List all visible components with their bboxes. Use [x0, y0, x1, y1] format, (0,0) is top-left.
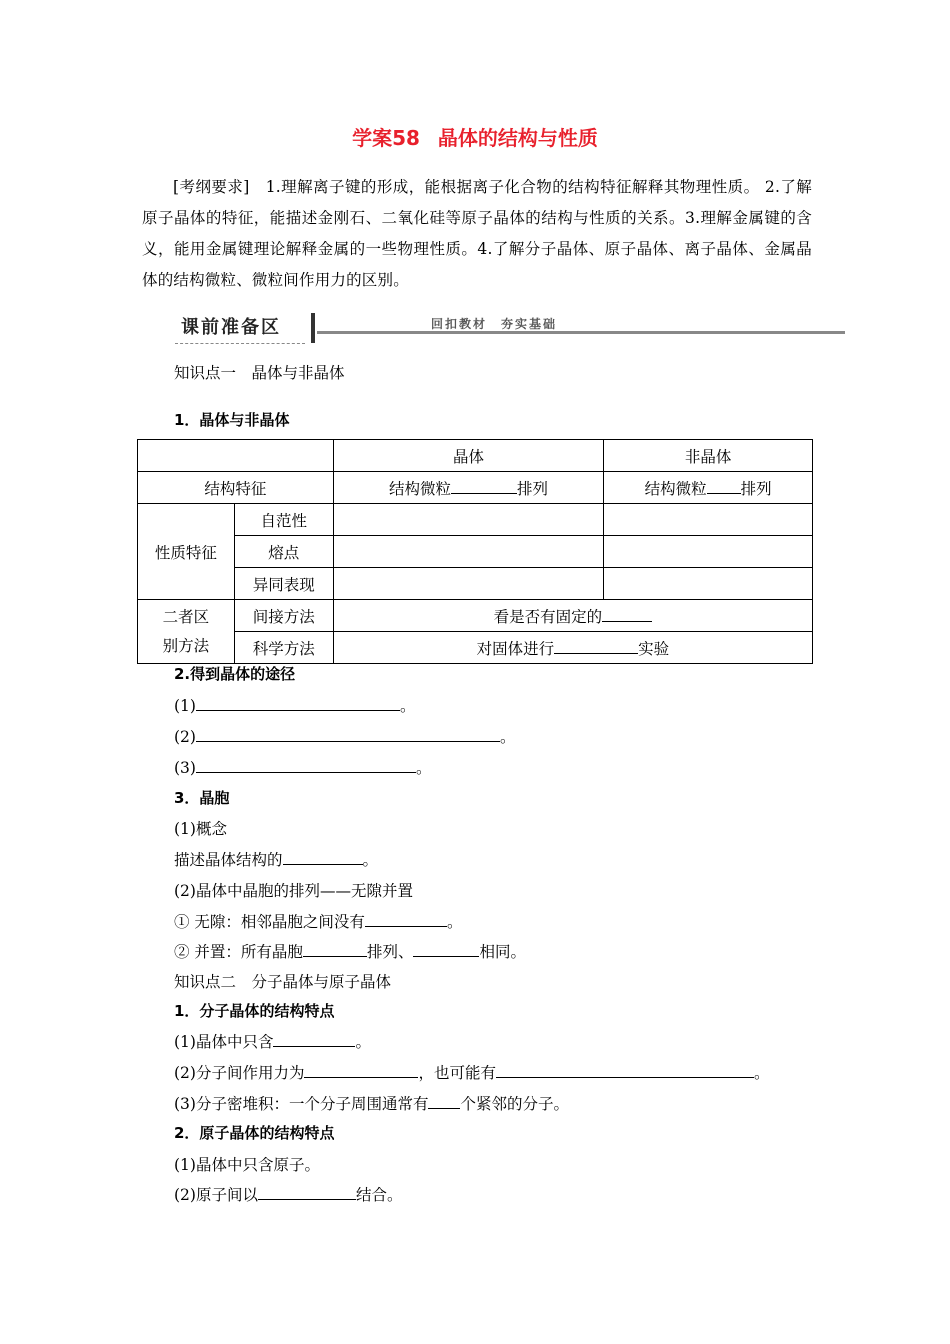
kp1-s1-heading: 1．晶体与非晶体 — [174, 411, 290, 429]
text-line: (1)概念 — [174, 820, 227, 838]
fill-line: (1) 。 — [174, 697, 416, 715]
fill-blank — [196, 727, 500, 742]
fill-blank — [451, 479, 517, 494]
table-header: 晶体 — [333, 440, 604, 472]
table-cell: 结构微粒 排列 — [333, 472, 604, 504]
fill-blank — [413, 942, 479, 957]
crystal-comparison-table — [137, 439, 813, 664]
table-cell: 间接方法 — [234, 600, 333, 632]
kp1-heading: 知识点一 晶体与非晶体 — [174, 364, 345, 382]
banner-subtitle: 回扣教材 夯实基础 — [431, 317, 558, 331]
kp2-heading: 知识点二 分子晶体与原子晶体 — [174, 973, 392, 991]
exam-requirements: [考纲要求] 1.理解离子键的形成，能根据离子化合物的结构特征解释其物理性质。 2.了解原子晶体的特征，能描述金刚石、二氧化硅等原子晶体的结构与性质的关系。3.理解金属键的含义，能用金属键理论解释金属的一些物理性质。4.了解分子晶体、原子晶体、离子晶体、金属晶体的结构微粒、微粒间作用力的区别。 — [142, 178, 812, 289]
text-line: (2)晶体中晶胞的排列——无隙并置 — [174, 882, 413, 900]
fill-blank — [428, 1094, 460, 1109]
text-line: (1)晶体中只含原子。 — [174, 1156, 320, 1174]
table-cell: 结构微粒 排列 — [604, 472, 813, 504]
table-row — [138, 504, 813, 536]
table-cell — [138, 440, 334, 472]
fill-blank — [283, 850, 363, 865]
fill-line: (2) 。 — [174, 728, 516, 746]
kp2-s2-heading: 2．原子晶体的结构特点 — [174, 1124, 335, 1142]
divider — [175, 343, 305, 344]
banner-title: 课前准备区 — [181, 317, 281, 338]
fill-line: ① 无隙：相邻晶胞之间没有 。 — [174, 913, 463, 931]
fill-line: ② 并置：所有晶胞 排列、 相同。 — [174, 943, 526, 961]
table-row — [138, 472, 813, 504]
kp1-s3-heading: 3．晶胞 — [174, 789, 230, 807]
fill-blank — [602, 607, 652, 622]
table-cell — [604, 568, 813, 600]
fill-line: (2)原子间以 结合。 — [174, 1186, 403, 1204]
fill-blank — [304, 1063, 418, 1078]
table-header: 非晶体 — [604, 440, 813, 472]
fill-blank — [707, 479, 741, 494]
fill-blank — [258, 1185, 356, 1200]
divider — [317, 331, 845, 334]
table-row — [138, 632, 813, 664]
table-cell — [333, 536, 604, 568]
table-cell — [604, 536, 813, 568]
kp2-s1-heading: 1．分子晶体的结构特点 — [174, 1002, 335, 1020]
table-cell: 对固体进行 实验 — [333, 632, 812, 664]
table-row — [138, 440, 813, 472]
fill-blank — [496, 1063, 754, 1078]
table-cell — [333, 568, 604, 600]
table-cell: 熔点 — [234, 536, 333, 568]
fill-line: (1)晶体中只含 。 — [174, 1033, 371, 1051]
section-banner — [175, 311, 845, 347]
fill-blank — [303, 942, 367, 957]
fill-blank — [196, 696, 400, 711]
fill-line: (2)分子间作用力为 ，也可能有 。 — [174, 1064, 770, 1082]
table-cell: 科学方法 — [234, 632, 333, 664]
table-cell: 性质特征 — [138, 504, 235, 600]
divider — [311, 313, 315, 343]
table-cell — [333, 504, 604, 536]
fill-line: 描述晶体结构的 。 — [174, 851, 379, 869]
table-row — [138, 536, 813, 568]
fill-blank — [273, 1032, 355, 1047]
table-cell: 二者区 别方法 — [138, 600, 235, 664]
table-row — [138, 568, 813, 600]
fill-line: (3) 。 — [174, 759, 432, 777]
kp1-s2-heading: 2.得到晶体的途径 — [174, 665, 296, 683]
table-cell — [604, 504, 813, 536]
table-cell: 看是否有固定的 — [333, 600, 812, 632]
fill-line: (3)分子密堆积：一个分子周围通常有 个紧邻的分子。 — [174, 1095, 569, 1113]
table-cell: 自范性 — [234, 504, 333, 536]
fill-blank — [196, 758, 416, 773]
table-row — [138, 600, 813, 632]
fill-blank — [365, 912, 447, 927]
page-title: 学案58 晶体的结构与性质 — [352, 126, 598, 150]
table-cell: 结构特征 — [138, 472, 334, 504]
table-cell: 异同表现 — [234, 568, 333, 600]
fill-blank — [554, 639, 638, 654]
